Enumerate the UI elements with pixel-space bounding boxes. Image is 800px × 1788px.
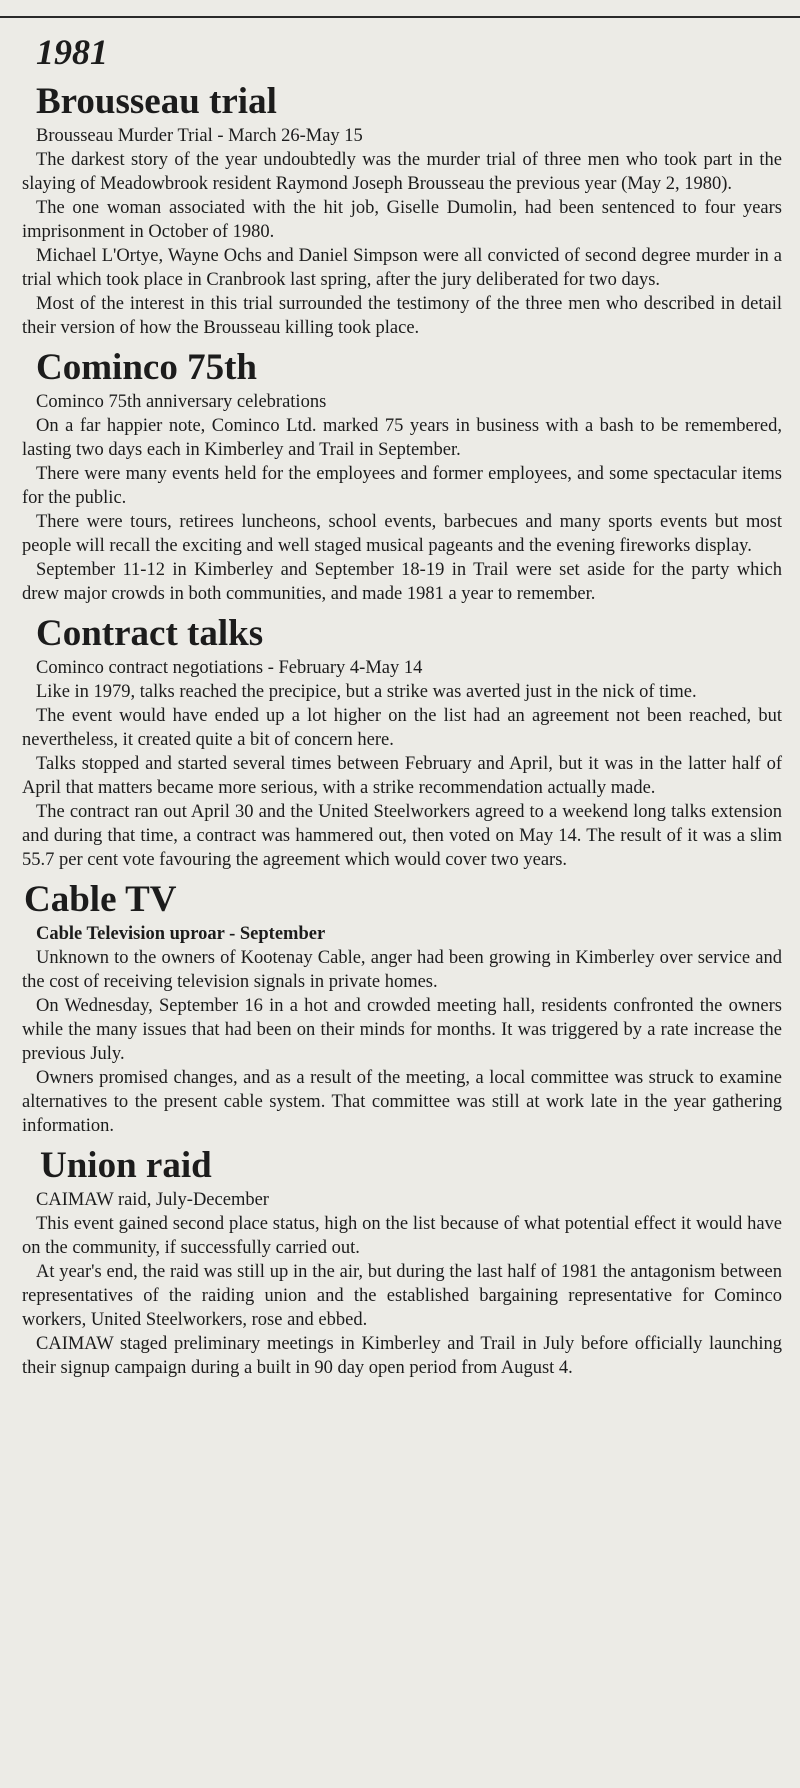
- section-cominco-75th: [22, 346, 782, 606]
- year-heading: 1981: [36, 32, 108, 72]
- section-cable-tv: [22, 878, 782, 1138]
- paragraph: This event gained second place status, high on the list because of what potential effect it would have on the community, if successfully carried out.: [22, 1214, 782, 1258]
- top-rule: [0, 16, 800, 18]
- paragraph: Michael L'Ortye, Wayne Ochs and Daniel Simpson were all convicted of second degree murder in a trial which took place in Cranbrook last spring, after the jury deliberated for two days.: [22, 246, 782, 290]
- section-brousseau-trial: [22, 80, 782, 340]
- paragraph: Most of the interest in this trial surrounded the testimony of the three men who described in detail their version of how the Brousseau killing took place.: [22, 294, 782, 338]
- paragraph: There were tours, retirees luncheons, school events, barbecues and many sports events but most people will recall the exciting and well staged musical pageants and the evening fireworks display.: [22, 512, 782, 556]
- paragraph: The one woman associated with the hit job, Giselle Dumolin, had been sentenced to four years imprisonment in October of 1980.: [22, 198, 782, 242]
- section-headline: Contract talks: [36, 613, 264, 654]
- paragraph: On Wednesday, September 16 in a hot and crowded meeting hall, residents confronted the owners while the many issues that had been on their minds for months. It was triggered by a rate increase the previous July.: [22, 996, 782, 1064]
- section-contract-talks: [22, 612, 782, 872]
- paragraph: The darkest story of the year undoubtedly was the murder trial of three men who took part in the slaying of Meadowbrook resident Raymond Joseph Brousseau the previous year (May 2, 1980).: [22, 150, 782, 194]
- paragraph: Like in 1979, talks reached the precipice, but a strike was averted just in the nick of time.: [36, 682, 697, 702]
- section-union-raid: [22, 1144, 782, 1380]
- paragraph: CAIMAW staged preliminary meetings in Kimberley and Trail in July before officially launching their signup campaign during a built in 90 day open period from August 4.: [22, 1334, 782, 1378]
- paragraph: September 11-12 in Kimberley and September 18-19 in Trail were set aside for the party which drew major crowds in both communities, and made 1981 a year to remember.: [22, 560, 782, 604]
- article-page: [22, 28, 782, 1380]
- paragraph: Talks stopped and started several times between February and April, but it was in the latter half of April that matters became more serious, with a strike recommendation actually made.: [22, 754, 782, 798]
- paragraph: On a far happier note, Cominco Ltd. marked 75 years in business with a bash to be remembered, lasting two days each in Kimberley and Trail in September.: [22, 416, 782, 460]
- paragraph: There were many events held for the employees and former employees, and some spectacular items for the public.: [22, 464, 782, 508]
- paragraph: Owners promised changes, and as a result of the meeting, a local committee was struck to examine alternatives to the present cable system. That committee was still at work late in the year gathering information.: [22, 1068, 782, 1136]
- section-headline: Union raid: [40, 1145, 212, 1186]
- paragraph: The event would have ended up a lot higher on the list had an agreement not been reached, but nevertheless, it created quite a bit of concern here.: [22, 706, 782, 750]
- section-subtitle: Brousseau Murder Trial - March 26-May 15: [36, 126, 363, 146]
- section-headline: Cable TV: [24, 879, 177, 920]
- section-subtitle: Cominco contract negotiations - February 4-May 14: [36, 658, 423, 678]
- paragraph: At year's end, the raid was still up in the air, but during the last half of 1981 the antagonism between representatives of the raiding union and the established bargaining representative for Cominco workers, United Steelworkers, rose and ebbed.: [22, 1262, 782, 1330]
- paragraph: The contract ran out April 30 and the United Steelworkers agreed to a weekend long talks extension and during that time, a contract was hammered out, then voted on May 14. The result of it was a slim 55.7 per cent vote favouring the agreement which would cover two years.: [22, 802, 782, 870]
- section-headline: Cominco 75th: [36, 347, 257, 388]
- section-subtitle: Cable Television uproar - September: [36, 924, 326, 944]
- section-subtitle: Cominco 75th anniversary celebrations: [36, 392, 327, 412]
- section-subtitle: CAIMAW raid, July-December: [36, 1190, 269, 1210]
- paragraph: Unknown to the owners of Kootenay Cable, anger had been growing in Kimberley over service and the cost of receiving television signals in private homes.: [22, 948, 782, 992]
- section-headline: Brousseau trial: [36, 81, 277, 122]
